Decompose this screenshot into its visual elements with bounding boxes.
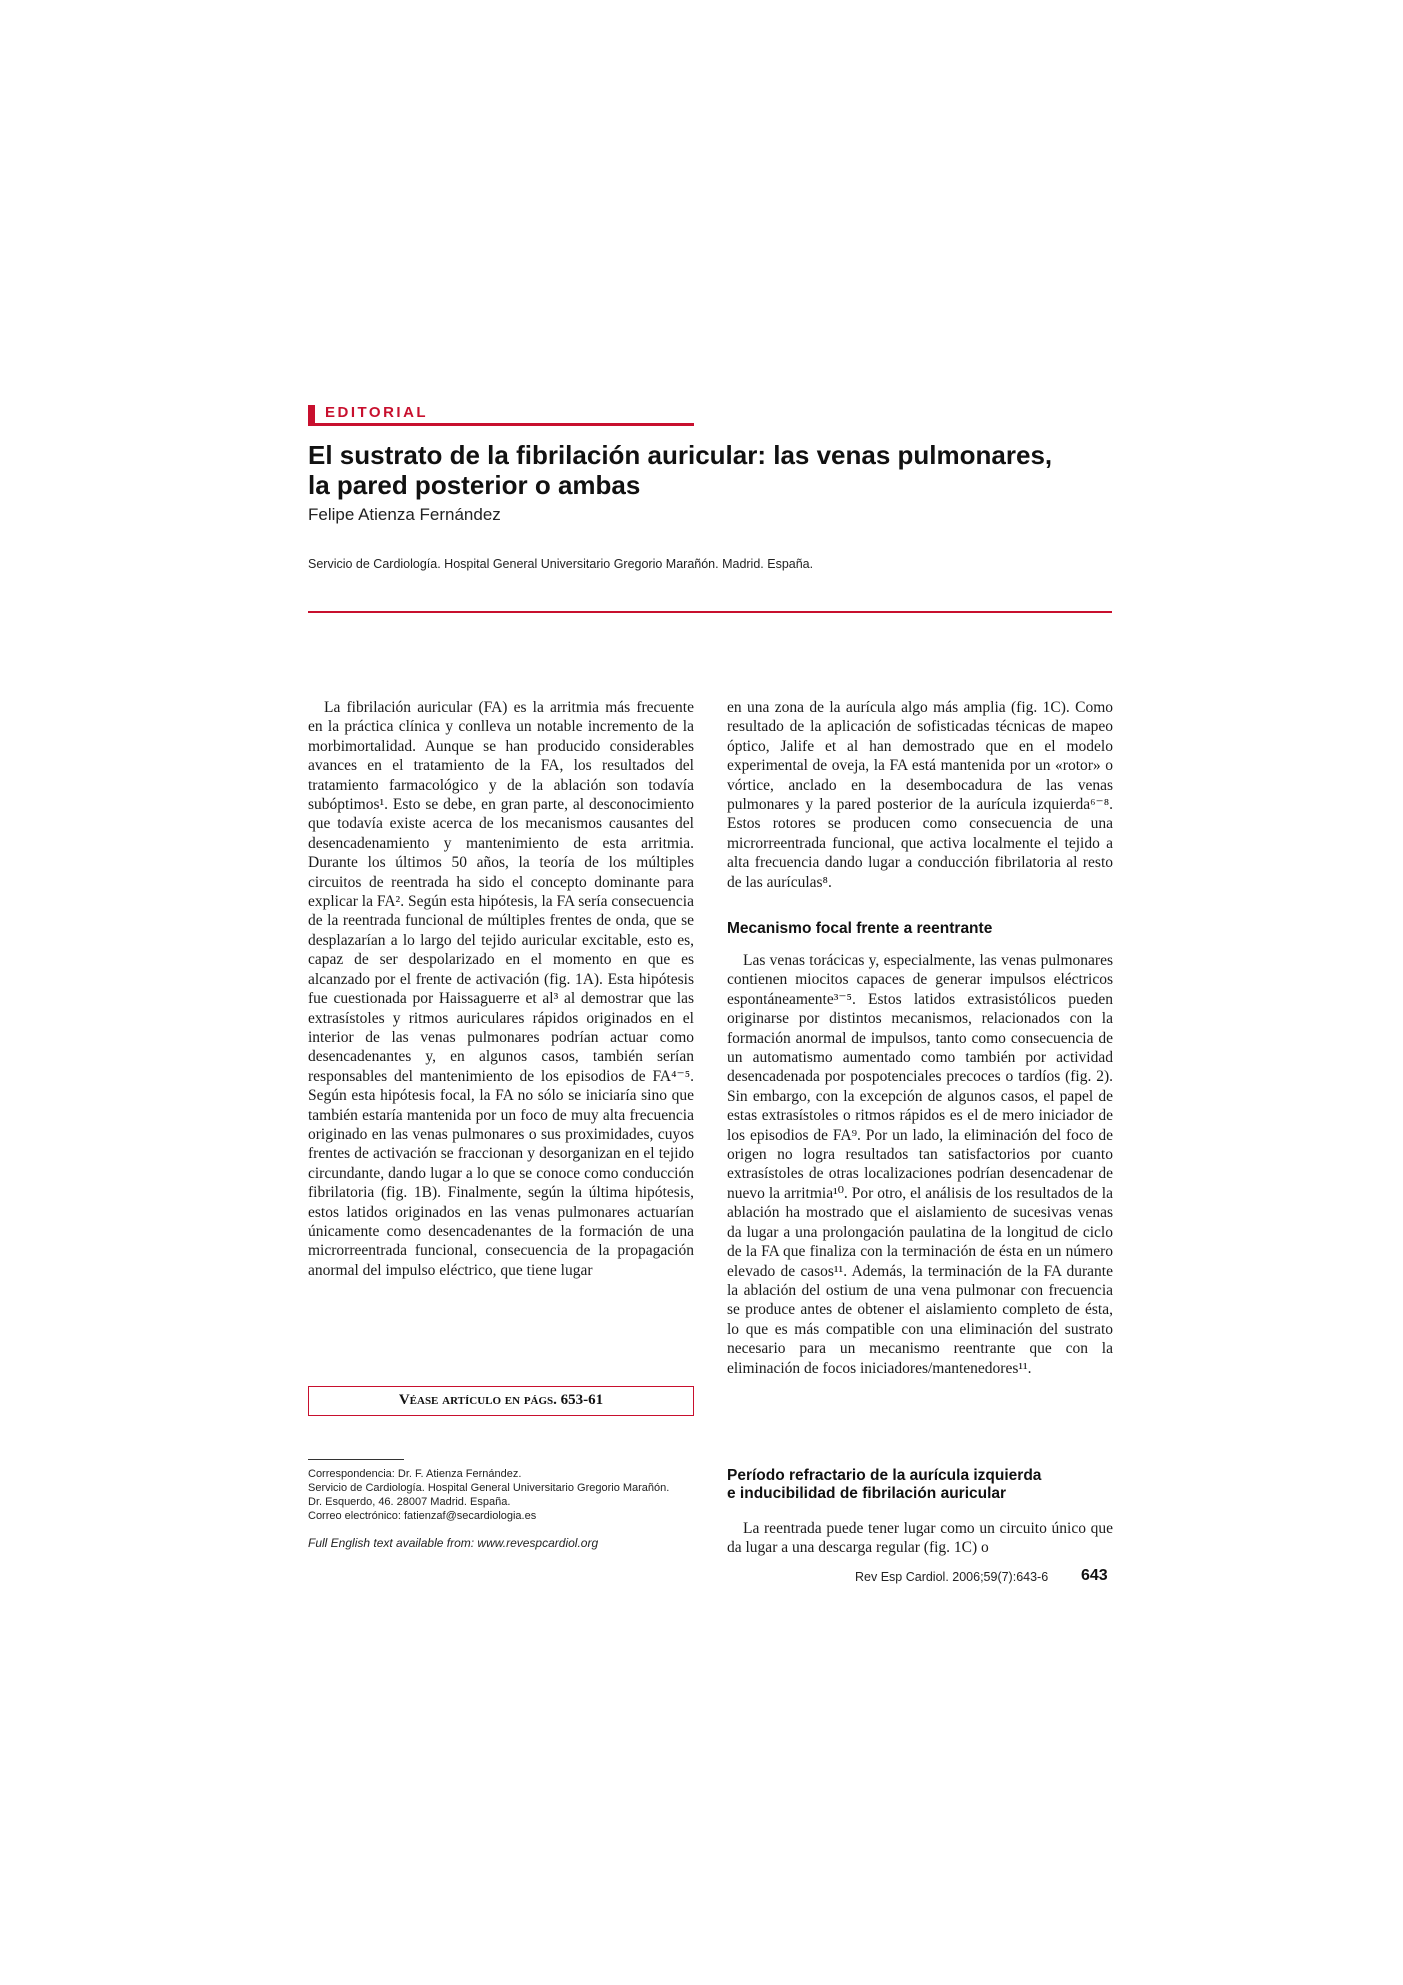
right-column-top bbox=[727, 698, 1113, 892]
section-rule bbox=[308, 423, 694, 426]
section-marker bbox=[308, 405, 315, 423]
correspondence-footnote bbox=[308, 1467, 708, 1523]
see-article-link[interactable]: Véase artículo en págs. 653-61 bbox=[398, 1392, 604, 1408]
section-heading-refractory bbox=[727, 1467, 1113, 1503]
section-heading-focal: Mecanismo focal frente a reentrante bbox=[727, 920, 993, 937]
author: Felipe Atienza Fernández bbox=[308, 505, 501, 524]
footnote-email[interactable]: Correo electrónico: fatienzaf@secardiologia.es bbox=[308, 1510, 537, 1522]
title-line-1: El sustrato de la fibrilación auricular: las venas pulmonares, bbox=[308, 440, 1053, 470]
title-line-2: la pared posterior o ambas bbox=[308, 470, 641, 500]
article-title bbox=[308, 440, 1128, 500]
right-column-middle bbox=[727, 951, 1113, 1378]
right-column-bottom bbox=[727, 1519, 1113, 1558]
body-paragraph: en una zona de la aurícula algo más amplia (fig. 1C). Como resultado de la aplicación de sofisticadas técnicas de mapeo óptico, Jalife et al han demostrado que en el modelo experimental de oveja, la FA está mantenida por un «rotor» o vórtice, anclado en la desembocadura de las venas pulmonares y la pared posterior de la aurícula izquierda⁶⁻⁸. Estos rotores se producen como consecuencia de una microrreentrada funcional, que activa localmente el tejido a alta frecuencia dando lugar a conducción fibrilatoria al resto de las aurículas⁸. bbox=[727, 699, 1113, 891]
see-article-box[interactable] bbox=[308, 1386, 694, 1416]
footnote-rule bbox=[308, 1459, 404, 1460]
footnote-line: Dr. Esquerdo, 46. 28007 Madrid. España. bbox=[308, 1496, 511, 1508]
journal-citation: Rev Esp Cardiol. 2006;59(7):643-6 bbox=[855, 1570, 1049, 1584]
left-column bbox=[308, 698, 694, 1280]
body-paragraph: La reentrada puede tener lugar como un circuito único que da lugar a una descarga regular (fig. 1C) o bbox=[727, 1520, 1113, 1557]
footnote-line: Servicio de Cardiología. Hospital General Universitario Gregorio Marañón. bbox=[308, 1482, 670, 1494]
section-label: EDITORIAL bbox=[325, 404, 429, 421]
body-paragraph: Las venas torácicas y, especialmente, las venas pulmonares contienen miocitos capaces de generar impulsos eléctricos espontáneamente³⁻⁵. Estos latidos extrasistólicos pueden originarse por distintos mecanismos, relacionados con la formación anormal de impulsos, tanto como consecuencia de un automatismo aumentado como también por actividad desencadenada por pospotenciales precoces o tardíos (fig. 2). Sin embargo, con la excepción de algunos casos, el papel de estas extrasístoles o ritmos rápidos es el de mero iniciador de los episodios de FA⁹. Por un lado, la eliminación del foco de origen no logra resultados tan satisfactorios por cuanto extrasístoles de otras localizaciones podrían desencadenar de nuevo la arritmia¹⁰. Por otro, el análisis de los resultados de la ablación ha mostrado que el aislamiento de sucesivas venas da lugar a una prolongación paulatina de la longitud de ciclo de la FA que finaliza con la terminación de ésta en un número elevado de casos¹¹. Además, la terminación de la FA durante la ablación del ostium de una vena pulmonar con frecuencia se produce antes de obtener el aislamiento completo de ésta, lo que es más compatible con una eliminación del sustrato necesario para un mecanismo reentrante que con la eliminación de focos iniciadores/mantenedores¹¹. bbox=[727, 952, 1113, 1377]
heading-line-1: Período refractario de la aurícula izquierda bbox=[727, 1467, 1042, 1484]
body-paragraph: La fibrilación auricular (FA) es la arritmia más frecuente en la práctica clínica y conlleva un notable incremento de la morbimortalidad. Aunque se han producido considerables avances en el tratamiento de la FA, los resultados del tratamiento farmacológico y de la ablación son todavía subóptimos¹. Esto se debe, en gran parte, al desconocimiento que todavía existe acerca de los mecanismos causantes del desencadenamiento y mantenimiento de esta arritmia. Durante los últimos 50 años, la teoría de los múltiples circuitos de reentrada ha sido el concepto dominante para explicar la FA². Según esta hipótesis, la FA sería consecuencia de la reentrada funcional de múltiples frentes de onda, que se desplazarían a lo largo del tejido auricular excitable, esto es, capaz de ser despolarizado en el momento en que es alcanzado por el frente de activación (fig. 1A). Esta hipótesis fue cuestionada por Haissaguerre et al³ al demostrar que las extrasístoles y ritmos auriculares rápidos originados en el interior de las venas pulmonares podrían actuar como desencadenantes y, en algunos casos, también serían responsables del mantenimiento de los episodios de FA⁴⁻⁵. Según esta hipótesis focal, la FA no sólo se iniciaría sino que también estaría mantenida por un foco de muy alta frecuencia originado en las venas pulmonares o sus proximidades, cuyos frentes de activación se fraccionan y desorganizan en el tejido circundante, dando lugar a lo que se conoce como conducción fibrilatoria (fig. 1B). Finalmente, según la última hipótesis, estos latidos originados en las venas pulmonares actuarían únicamente como desencadenantes de la formación de una microrreentrada funcional, consecuencia de la propagación anormal del impulso eléctrico, que tiene lugar bbox=[308, 699, 694, 1279]
affiliation: Servicio de Cardiología. Hospital General Universitario Gregorio Marañón. Madrid. España. bbox=[308, 557, 814, 571]
heading-line-2: e inducibilidad de fibrilación auricular bbox=[727, 1485, 1007, 1502]
english-text-note[interactable]: Full English text available from: www.revespcardiol.org bbox=[308, 1536, 599, 1550]
header-rule bbox=[308, 611, 1112, 613]
section-header bbox=[308, 405, 694, 423]
footnote-line: Correspondencia: Dr. F. Atienza Fernández. bbox=[308, 1468, 522, 1480]
page-number: 643 bbox=[1081, 1567, 1108, 1584]
